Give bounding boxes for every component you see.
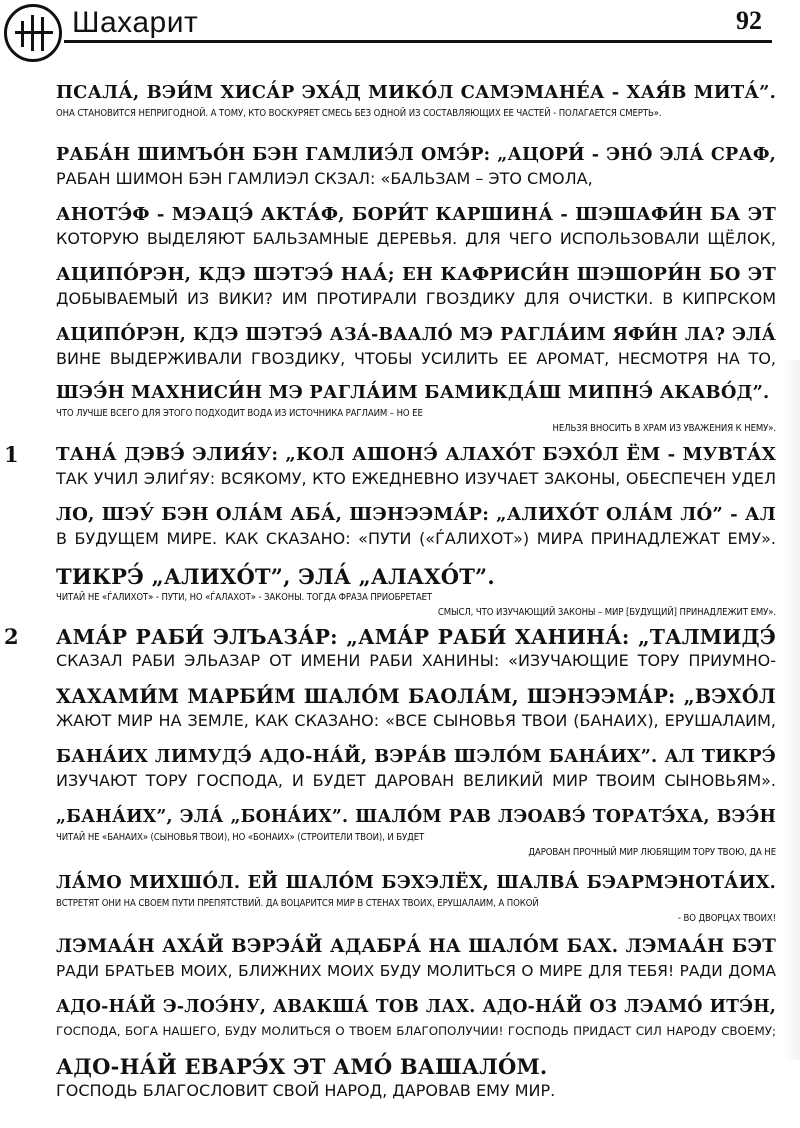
translation-line: В БУДУЩЕМ МИРЕ. КАК СКАЗАНО: «ПУТИ («ЃАЛИХОТ») МИРА ПРИНАДЛЕЖАТ ЕМУ». xyxy=(56,529,776,548)
translation-line: РАБАН ШИМОН БЭН ГАМЛИЭЛ СКЗАЛ: «БАЛЬЗАМ – ЭТО СМОЛА, xyxy=(56,169,593,188)
transliteration-line: АЦИПО́РЭН, КДЭ ШЭТЭЭ́ АЗА́-ВААЛО́ МЭ РАГЛА́ИМ ЯФИ́Н ЛА? ЭЛА́ xyxy=(56,325,776,345)
translation-line: ИЗУЧАЮТ ТОРУ ГОСПОДА, И БУДЕТ ДАРОВАН ВЕЛИКИЙ МИР ТВОИМ СЫНОВЬЯМ». xyxy=(56,771,776,790)
translation-line: ВИНЕ ВЫДЕРЖИВАЛИ ГВОЗДИКУ, ЧТОБЫ УСИЛИТЬ ЕЕ АРОМАТ, НЕСМОТРЯ НА ТО, xyxy=(56,349,776,368)
transliteration-line: „БАНА́ИХ”, ЭЛА́ „БОНА́ИХ”. ШАЛО́М РАВ ЛЭОАВЭ́ ТОРАТЭ́ХА, ВЭЭ́Н xyxy=(56,807,776,827)
translation-note: ЧИТАЙ НЕ «БАНАИХ» (СЫНОВЬЯ ТВОИ), НО «БОНАИХ» (СТРОИТЕЛИ ТВОИ), И БУДЕТ xyxy=(56,832,425,843)
text-block xyxy=(56,380,776,436)
text-block xyxy=(56,870,776,926)
translation-note: ВСТРЕТЯТ ОНИ НА СВОЕМ ПУТИ ПРЕПЯТСТВИЙ. ДА ВОЦАРИТСЯ МИР В СТЕНАХ ТВОИХ, ЕРУШАЛАИМ, А ПОКОЙ xyxy=(56,898,539,909)
text-block xyxy=(56,804,776,860)
translation-line: СКАЗАЛ РАБИ ЭЛЬАЗАР ОТ ИМЕНИ РАБИ ХАНИНЫ: «ИЗУЧАЮЩИЕ ТОРУ ПРИУМНО- xyxy=(56,651,776,670)
text-block xyxy=(56,142,776,190)
translation-line: ТАК УЧИЛ ЭЛИЃЯУ: ВСЯКОМУ, КТО ЕЖЕДНЕВНО ИЗУЧАЕТ ЗАКОНЫ, ОБЕСПЕЧЕН УДЕЛ xyxy=(56,469,776,488)
transliteration-line: АМА́Р РАБИ́ ЭЛЪАЗА́Р: „АМА́Р РАБИ́ ХАНИНА́: „ТАЛМИДЭ́ xyxy=(56,625,776,649)
transliteration-line: ШЭЭ́Н МАХНИСИ́Н МЭ РАГЛА́ИМ БАМИКДА́Ш МИПНЭ́ АКАВО́Д”. xyxy=(56,382,770,403)
text-block xyxy=(56,80,776,121)
text-block xyxy=(56,994,776,1042)
transliteration-line: ЛА́МО МИХШО́Л. ЕЙ ШАЛО́М БЭХЭЛЁХ, ШАЛВА́ БЭАРМЭНОТА́ИХ. xyxy=(56,872,776,893)
transliteration-line: БАНА́ИХ ЛИМУДЭ́ АДО-НА́Й, ВЭРА́В ШЭЛО́М БАНА́ИХ”. АЛ ТИКРЭ́ xyxy=(56,746,776,767)
text-block xyxy=(56,262,776,310)
transliteration-line: ЛЭМАА́Н АХА́Й ВЭРЭА́Й АДАБРА́ НА ШАЛО́М БАХ. ЛЭМАА́Н БЭТ xyxy=(56,936,776,957)
transliteration-line: РАБА́Н ШИМЪО́Н БЭН ГАМЛИЭ́Л ОМЭ́Р: „АЦОРИ́ - ЭНО́ ЭЛА́ СРАФ, xyxy=(56,145,776,165)
translation-line: ЖАЮТ МИР НА ЗЕМЛЕ, КАК СКАЗАНО: «ВСЕ СЫНОВЬЯ ТВОИ (БАНАИХ), ЕРУШАЛАИМ, xyxy=(56,711,776,730)
transliteration-line: АЦИПО́РЭН, КДЭ ШЭТЭЭ́ НАА́; ЕН КАФРИСИ́Н ШЭШОРИ́Н БО ЭТ xyxy=(56,264,776,285)
translation-note: ЧТО ЛУЧШЕ ВСЕГО ДЛЯ ЭТОГО ПОДХОДИТ ВОДА ИЗ ИСТОЧНИКА РАГЛАИМ – НО ЕЕ xyxy=(56,408,423,419)
header-rule xyxy=(64,40,772,43)
translation-note: - ВО ДВОРЦАХ ТВОИХ! xyxy=(677,913,776,924)
translation-line: ДОБЫВАЕМЫЙ ИЗ ВИКИ? ИМ ПРОТИРАЛИ ГВОЗДИКУ ДЛЯ ОЧИСТКИ. В КИПРСКОМ xyxy=(56,289,776,308)
text-block xyxy=(56,684,776,732)
translation-note: ОНА СТАНОВИТСЯ НЕПРИГОДНОЙ. А ТОМУ, КТО ВОСКУРЯЕТ СМЕСЬ БЕЗ ОДНОЙ ИЗ СОСТАВЛЯЮЩИХ ЕЕ ЧАСТЕЙ - ПОЛАГАЕТСЯ СМЕРТЬ». xyxy=(56,108,662,119)
transliteration-line: ТАНА́ ДЭВЭ́ ЭЛИЯ́У: „КОЛ АШОНЭ́ АЛАХО́Т БЭХО́Л ЁМ - МУВТА́Х xyxy=(56,444,776,465)
text-block xyxy=(4,624,776,672)
page-title: Шахарит xyxy=(72,6,199,39)
translation-line: РАДИ БРАТЬЕВ МОИХ, БЛИЖНИХ МОИХ БУДУ МОЛИТЬСЯ О МИРЕ ДЛЯ ТЕБЯ! РАДИ ДОМА xyxy=(56,962,776,980)
transliteration-line: ТИКРЭ́ „АЛИХО́Т”, ЭЛА́ „АЛАХО́Т”. xyxy=(56,564,495,589)
paragraph-number: 1 xyxy=(4,442,19,467)
text-block xyxy=(56,202,776,250)
text-block xyxy=(56,1054,776,1102)
translation-line: ГОСПОДЬ БЛАГОСЛОВИТ СВОЙ НАРОД, ДАРОВАВ ЕМУ МИР. xyxy=(56,1081,556,1100)
page-number: 92 xyxy=(736,6,762,35)
translation-note: НЕЛЬЗЯ ВНОСИТЬ В ХРАМ ИЗ УВАЖЕНИЯ К НЕМУ». xyxy=(552,423,776,434)
paragraph-number: 2 xyxy=(4,624,19,649)
text-block xyxy=(56,564,776,620)
text-block xyxy=(4,442,776,490)
translation-note: ЧИТАЙ НЕ «ЃАЛИХОТ» - ПУТИ, НО «ЃАЛАХОТ» - ЗАКОНЫ. ТОГДА ФРАЗА ПРИОБРЕТАЕТ xyxy=(56,592,433,603)
translation-note: ДАРОВАН ПРОЧНЫЙ МИР ЛЮБЯЩИМ ТОРУ ТВОЮ, ДА НЕ xyxy=(528,847,776,858)
page-edge-shadow xyxy=(782,360,800,1060)
text-block xyxy=(56,322,776,370)
transliteration-line: АДО-НА́Й Э-ЛОЭ́НУ, АВАКША́ ТОВ ЛАХ. АДО-НА́Й ОЗ ЛЭАМО́ ИТЭ́Н, xyxy=(56,997,776,1017)
book-emblem-icon xyxy=(4,4,62,62)
translation-line: КОТОРУЮ ВЫДЕЛЯЮТ БАЛЬЗАМНЫЕ ДЕРЕВЬЯ. ДЛЯ ЧЕГО ИСПОЛЬЗОВАЛИ ЩЁЛОК, xyxy=(56,229,776,248)
transliteration-line: ПСАЛА́, ВЭИ́М ХИСА́Р ЭХА́Д МИКО́Л САМЭМАНЕ́А - ХАЯ́В МИТА́”. xyxy=(56,82,776,103)
transliteration-line: АНОТЭ́Ф - МЭАЦЭ́ АКТА́Ф, БОРИ́Т КАРШИНА́ - ШЭШАФИ́Н БА ЭТ xyxy=(56,204,776,225)
text-block xyxy=(56,744,776,792)
text-block xyxy=(56,934,776,982)
text-block xyxy=(56,502,776,550)
transliteration-line: ХАХАМИ́М МАРБИ́М ШАЛО́М БАОЛА́М, ШЭНЭЭМА́Р: „ВЭХО́Л xyxy=(56,685,776,708)
page-header xyxy=(0,0,800,70)
translation-note: СМЫСЛ, ЧТО ИЗУЧАЮЩИЙ ЗАКОНЫ – МИР [БУДУЩИЙ] ПРИНАДЛЕЖИТ ЕМУ». xyxy=(437,607,776,618)
translation-line: ГОСПОДА, БОГА НАШЕГО, БУДУ МОЛИТЬСЯ О ТВОЕМ БЛАГОПОЛУЧИИ! ГОСПОДЬ ПРИДАСТ СИЛ НАРОДУ СВОЕМУ; xyxy=(56,1024,776,1038)
transliteration-line: ЛО, ШЭУ́ БЭН ОЛА́М АБА́, ШЭНЭЭМА́Р: „АЛИХО́Т ОЛА́М ЛО́” - АЛ xyxy=(56,504,776,525)
transliteration-line: АДО-НА́Й ЕВАРЭ́Х ЭТ АМО́ ВАШАЛО́М. xyxy=(56,1054,548,1079)
